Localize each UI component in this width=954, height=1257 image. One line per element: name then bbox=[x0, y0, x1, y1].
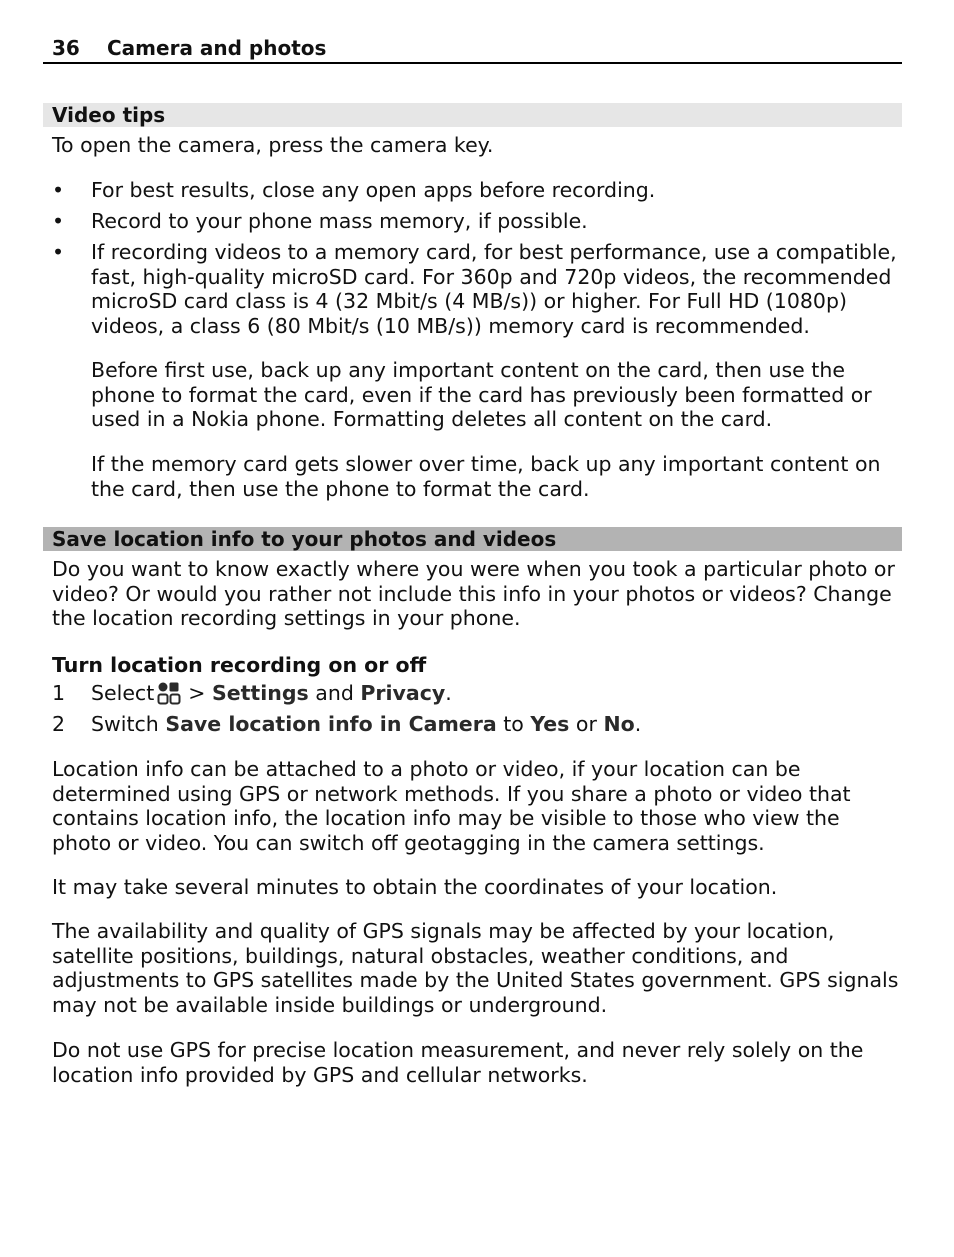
bullet-text: If recording videos to a memory card, for best performance, use a compatible, fast, high-quality microSD card. For 360p and 720p videos, the recommended microSD card class is 4 (32 Mbit/s (4 MB/s)) or higher. For Full HD (1080p) videos, a class 6 (80 Mbit/s (10 MB/s)) memory card is recommended. bbox=[91, 240, 897, 338]
step-text bbox=[91, 681, 452, 706]
bullet-text: Record to your phone mass memory, if possible. bbox=[91, 209, 588, 233]
conjunction: and bbox=[315, 681, 354, 705]
section-heading-location: Save location info to your photos and videos bbox=[43, 527, 902, 551]
video-tips-intro: To open the camera, press the camera key. bbox=[52, 133, 494, 157]
step-text bbox=[91, 712, 641, 737]
menu-separator: > bbox=[188, 681, 206, 705]
subheading-location-recording: Turn location recording on or off bbox=[52, 653, 427, 677]
privacy-menu-label: Privacy bbox=[360, 681, 446, 705]
punctuation: . bbox=[445, 681, 452, 705]
memory-card-slow-note: If the memory card gets slower over time, back up any important content on the card, then use the phone to format the card. bbox=[91, 452, 881, 501]
conjunction: or bbox=[575, 712, 597, 736]
location-intro: Do you want to know exactly where you were when you took a particular photo or video? Or would you rather not include this info in your photos or videos? Change the location recording settings in your phone. bbox=[52, 557, 895, 631]
yes-value-label: Yes bbox=[530, 712, 570, 736]
section-heading-video-tips: Video tips bbox=[43, 103, 902, 127]
page-number: 36 bbox=[52, 36, 80, 60]
bullet-marker: • bbox=[52, 209, 65, 233]
gps-availability-paragraph: The availability and quality of GPS signals may be affected by your location, satellite positions, buildings, natural obstacles, weather conditions, and adjustments to GPS satellites made by the United States government. GPS signals may not be available inside buildings or underground. bbox=[52, 919, 899, 1017]
settings-menu-label: Settings bbox=[211, 681, 309, 705]
no-value-label: No bbox=[603, 712, 635, 736]
bullet-text: For best results, close any open apps before recording. bbox=[91, 178, 656, 202]
apps-menu-icon bbox=[156, 681, 182, 705]
punctuation: . bbox=[634, 712, 642, 736]
running-header bbox=[43, 34, 902, 64]
step-number: 2 bbox=[52, 712, 66, 736]
step-verb: Switch bbox=[91, 712, 159, 736]
memory-card-format-note: Before first use, back up any important content on the card, then use the phone to format the card, even if the card has previously been formatted or used in a Nokia phone. Formatting deletes all content on the card. bbox=[91, 358, 872, 432]
bullet-marker: • bbox=[52, 178, 65, 202]
preposition: to bbox=[503, 712, 524, 736]
step-verb: Select bbox=[91, 681, 155, 705]
bullet-marker: • bbox=[52, 240, 65, 264]
location-attach-paragraph: Location info can be attached to a photo or video, if your location can be determined using GPS or network methods. If you share a photo or video that contains location info, the location info may be visible to those who view the photo or video. You can switch off geotagging in the camera settings. bbox=[52, 757, 851, 855]
coordinates-time-paragraph: It may take several minutes to obtain the coordinates of your location. bbox=[52, 875, 778, 899]
setting-option-label: Save location info in Camera bbox=[165, 712, 497, 736]
step-number: 1 bbox=[52, 681, 66, 705]
gps-warning-paragraph: Do not use GPS for precise location measurement, and never rely solely on the location info provided by GPS and cellular networks. bbox=[52, 1038, 864, 1087]
chapter-title: Camera and photos bbox=[107, 36, 327, 60]
